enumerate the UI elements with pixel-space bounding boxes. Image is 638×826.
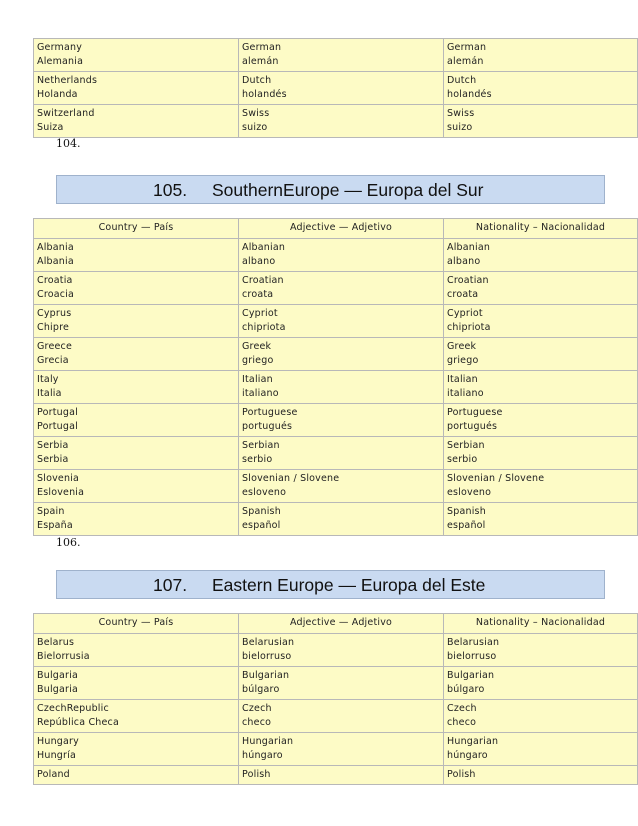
cell-adjective (239, 72, 444, 105)
spanish-text: búlgaro (242, 684, 280, 695)
english-text: Croatian (447, 275, 489, 286)
english-text: Cyprus (37, 308, 72, 319)
cell-nationality (444, 338, 638, 371)
english-text: Greek (242, 341, 272, 352)
english-text: Portuguese (242, 407, 298, 418)
cell-adjective (239, 503, 444, 536)
eastern-europe-table (33, 613, 638, 785)
english-text: Italian (242, 374, 273, 385)
section-number: 107. (153, 575, 188, 595)
cell-adjective (239, 39, 444, 72)
spanish-text: esloveno (447, 487, 492, 498)
table-row (34, 634, 638, 667)
english-text: Hungarian (242, 736, 294, 747)
spanish-text: Bulgaria (37, 684, 78, 695)
cell-adjective (239, 404, 444, 437)
spanish-text: croata (242, 289, 274, 300)
spanish-text: albano (447, 256, 481, 267)
spanish-text: chipriota (447, 322, 491, 333)
english-text: Slovenia (37, 473, 80, 484)
spanish-text: alemán (242, 56, 279, 67)
table-row (34, 72, 638, 105)
english-text: Slovenian / Slovene (447, 473, 545, 484)
cell-country (34, 634, 239, 667)
header-adjective: Adjective — Adjetivo (239, 614, 444, 634)
spanish-text: Croacia (37, 289, 75, 300)
cell-nationality (444, 404, 638, 437)
english-text: Portugal (37, 407, 78, 418)
english-text: Slovenian / Slovene (242, 473, 340, 484)
english-text: Albanian (242, 242, 286, 253)
table-row (34, 39, 638, 72)
english-text: Switzerland (37, 108, 95, 119)
english-text: Swiss (447, 108, 475, 119)
cell-country (34, 72, 239, 105)
cell-nationality (444, 470, 638, 503)
spanish-text: portugués (242, 421, 293, 432)
cell-adjective (239, 700, 444, 733)
english-text: German (447, 42, 487, 53)
spanish-text: Italia (37, 388, 62, 399)
english-text: Bulgarian (242, 670, 290, 681)
english-text: Poland (37, 769, 70, 780)
section-banner-105 (56, 175, 605, 204)
english-text: Bulgaria (37, 670, 78, 681)
table-row (34, 437, 638, 470)
cell-adjective (239, 733, 444, 766)
list-number-106: 106. (56, 536, 81, 549)
spanish-text: suizo (447, 122, 473, 133)
spanish-text: chipriota (242, 322, 286, 333)
cell-nationality (444, 503, 638, 536)
cell-country (34, 39, 239, 72)
english-text: Belarusian (447, 637, 500, 648)
table-row (34, 733, 638, 766)
spanish-text: griego (447, 355, 479, 366)
cell-adjective (239, 105, 444, 138)
spanish-text: España (37, 520, 73, 531)
spanish-text: Chipre (37, 322, 70, 333)
section-title: Eastern Europe — Europa del Este (212, 575, 486, 595)
spanish-text: búlgaro (447, 684, 485, 695)
table-row (34, 305, 638, 338)
table-row (34, 503, 638, 536)
cell-nationality (444, 667, 638, 700)
cell-adjective (239, 766, 444, 785)
section-banner-107 (56, 570, 605, 599)
spanish-text: Suiza (37, 122, 64, 133)
spanish-text: italiano (447, 388, 484, 399)
spanish-text: Albania (37, 256, 74, 267)
spanish-text: serbio (447, 454, 478, 465)
spanish-text: español (447, 520, 486, 531)
cell-adjective (239, 272, 444, 305)
spanish-text: Grecia (37, 355, 69, 366)
cell-country (34, 437, 239, 470)
english-text: Greece (37, 341, 73, 352)
cell-country (34, 733, 239, 766)
cell-country (34, 305, 239, 338)
english-text: Dutch (242, 75, 272, 86)
english-text: Spanish (447, 506, 486, 517)
cell-nationality (444, 437, 638, 470)
header-row (34, 614, 638, 634)
spanish-text: República Checa (37, 717, 119, 728)
spanish-text: bielorruso (447, 651, 497, 662)
cell-country (34, 700, 239, 733)
header-country: Country — País (34, 614, 239, 634)
spanish-text: esloveno (242, 487, 287, 498)
section-title: SouthernEurope — Europa del Sur (212, 180, 484, 200)
header-country: Country — País (34, 219, 239, 239)
spanish-text: portugués (447, 421, 498, 432)
english-text: Greek (447, 341, 477, 352)
spanish-text: holandés (447, 89, 492, 100)
southern-europe-table (33, 218, 638, 536)
english-text: Italian (447, 374, 478, 385)
cell-adjective (239, 437, 444, 470)
english-text: Netherlands (37, 75, 98, 86)
english-text: CzechRepublic (37, 703, 109, 714)
cell-country (34, 105, 239, 138)
english-text: Serbian (447, 440, 485, 451)
spanish-text: húngaro (447, 750, 488, 761)
english-text: Serbia (37, 440, 69, 451)
cell-nationality (444, 766, 638, 785)
header-nationality: Nationality – Nacionalidad (444, 614, 638, 634)
english-text: Albania (37, 242, 74, 253)
spanish-text: alemán (447, 56, 484, 67)
cell-adjective (239, 239, 444, 272)
english-text: Spain (37, 506, 65, 517)
list-number-104: 104. (56, 137, 81, 150)
spanish-text: serbio (242, 454, 273, 465)
english-text: Czech (447, 703, 477, 714)
cell-nationality (444, 305, 638, 338)
spanish-text: español (242, 520, 281, 531)
cell-adjective (239, 338, 444, 371)
cell-country (34, 338, 239, 371)
english-text: Belarusian (242, 637, 295, 648)
english-text: Hungarian (447, 736, 499, 747)
cell-country (34, 272, 239, 305)
cell-country (34, 766, 239, 785)
cell-nationality (444, 634, 638, 667)
spanish-text: checo (242, 717, 272, 728)
spanish-text: Serbia (37, 454, 69, 465)
table-row (34, 338, 638, 371)
english-text: Swiss (242, 108, 270, 119)
spanish-text: Portugal (37, 421, 78, 432)
english-text: Hungary (37, 736, 79, 747)
cell-adjective (239, 371, 444, 404)
english-text: Cypriot (447, 308, 483, 319)
spanish-text: suizo (242, 122, 268, 133)
table-row (34, 105, 638, 138)
spanish-text: Bielorrusia (37, 651, 90, 662)
english-text: Croatia (37, 275, 73, 286)
cell-adjective (239, 305, 444, 338)
top-table (33, 38, 638, 138)
cell-country (34, 667, 239, 700)
cell-nationality (444, 272, 638, 305)
table-row (34, 272, 638, 305)
english-text: Portuguese (447, 407, 503, 418)
english-text: Germany (37, 42, 83, 53)
table-row (34, 371, 638, 404)
english-text: German (242, 42, 282, 53)
spanish-text: húngaro (242, 750, 283, 761)
cell-adjective (239, 634, 444, 667)
spanish-text: griego (242, 355, 274, 366)
spanish-text: croata (447, 289, 479, 300)
header-adjective: Adjective — Adjetivo (239, 219, 444, 239)
english-text: Polish (242, 769, 271, 780)
cell-nationality (444, 371, 638, 404)
cell-country (34, 239, 239, 272)
cell-country (34, 404, 239, 437)
english-text: Belarus (37, 637, 75, 648)
header-nationality: Nationality – Nacionalidad (444, 219, 638, 239)
cell-adjective (239, 470, 444, 503)
table-row (34, 700, 638, 733)
spanish-text: Alemania (37, 56, 84, 67)
cell-country (34, 503, 239, 536)
spanish-text: Holanda (37, 89, 78, 100)
table-row (34, 667, 638, 700)
spanish-text: checo (447, 717, 477, 728)
cell-country (34, 371, 239, 404)
spanish-text: holandés (242, 89, 287, 100)
table-row (34, 766, 638, 785)
english-text: Bulgarian (447, 670, 495, 681)
table-row (34, 239, 638, 272)
cell-nationality (444, 733, 638, 766)
spanish-text: albano (242, 256, 276, 267)
spanish-text: Hungría (37, 750, 76, 761)
english-text: Dutch (447, 75, 477, 86)
cell-nationality (444, 700, 638, 733)
cell-country (34, 470, 239, 503)
english-text: Italy (37, 374, 59, 385)
spanish-text: Eslovenia (37, 487, 85, 498)
cell-nationality (444, 239, 638, 272)
spanish-text: bielorruso (242, 651, 292, 662)
section-number: 105. (153, 180, 188, 200)
english-text: Spanish (242, 506, 281, 517)
english-text: Czech (242, 703, 272, 714)
english-text: Polish (447, 769, 476, 780)
english-text: Albanian (447, 242, 491, 253)
english-text: Serbian (242, 440, 280, 451)
table-row (34, 404, 638, 437)
english-text: Cypriot (242, 308, 278, 319)
cell-nationality (444, 39, 638, 72)
table-row (34, 470, 638, 503)
header-row (34, 219, 638, 239)
cell-nationality (444, 105, 638, 138)
spanish-text: italiano (242, 388, 279, 399)
cell-adjective (239, 667, 444, 700)
cell-nationality (444, 72, 638, 105)
english-text: Croatian (242, 275, 284, 286)
